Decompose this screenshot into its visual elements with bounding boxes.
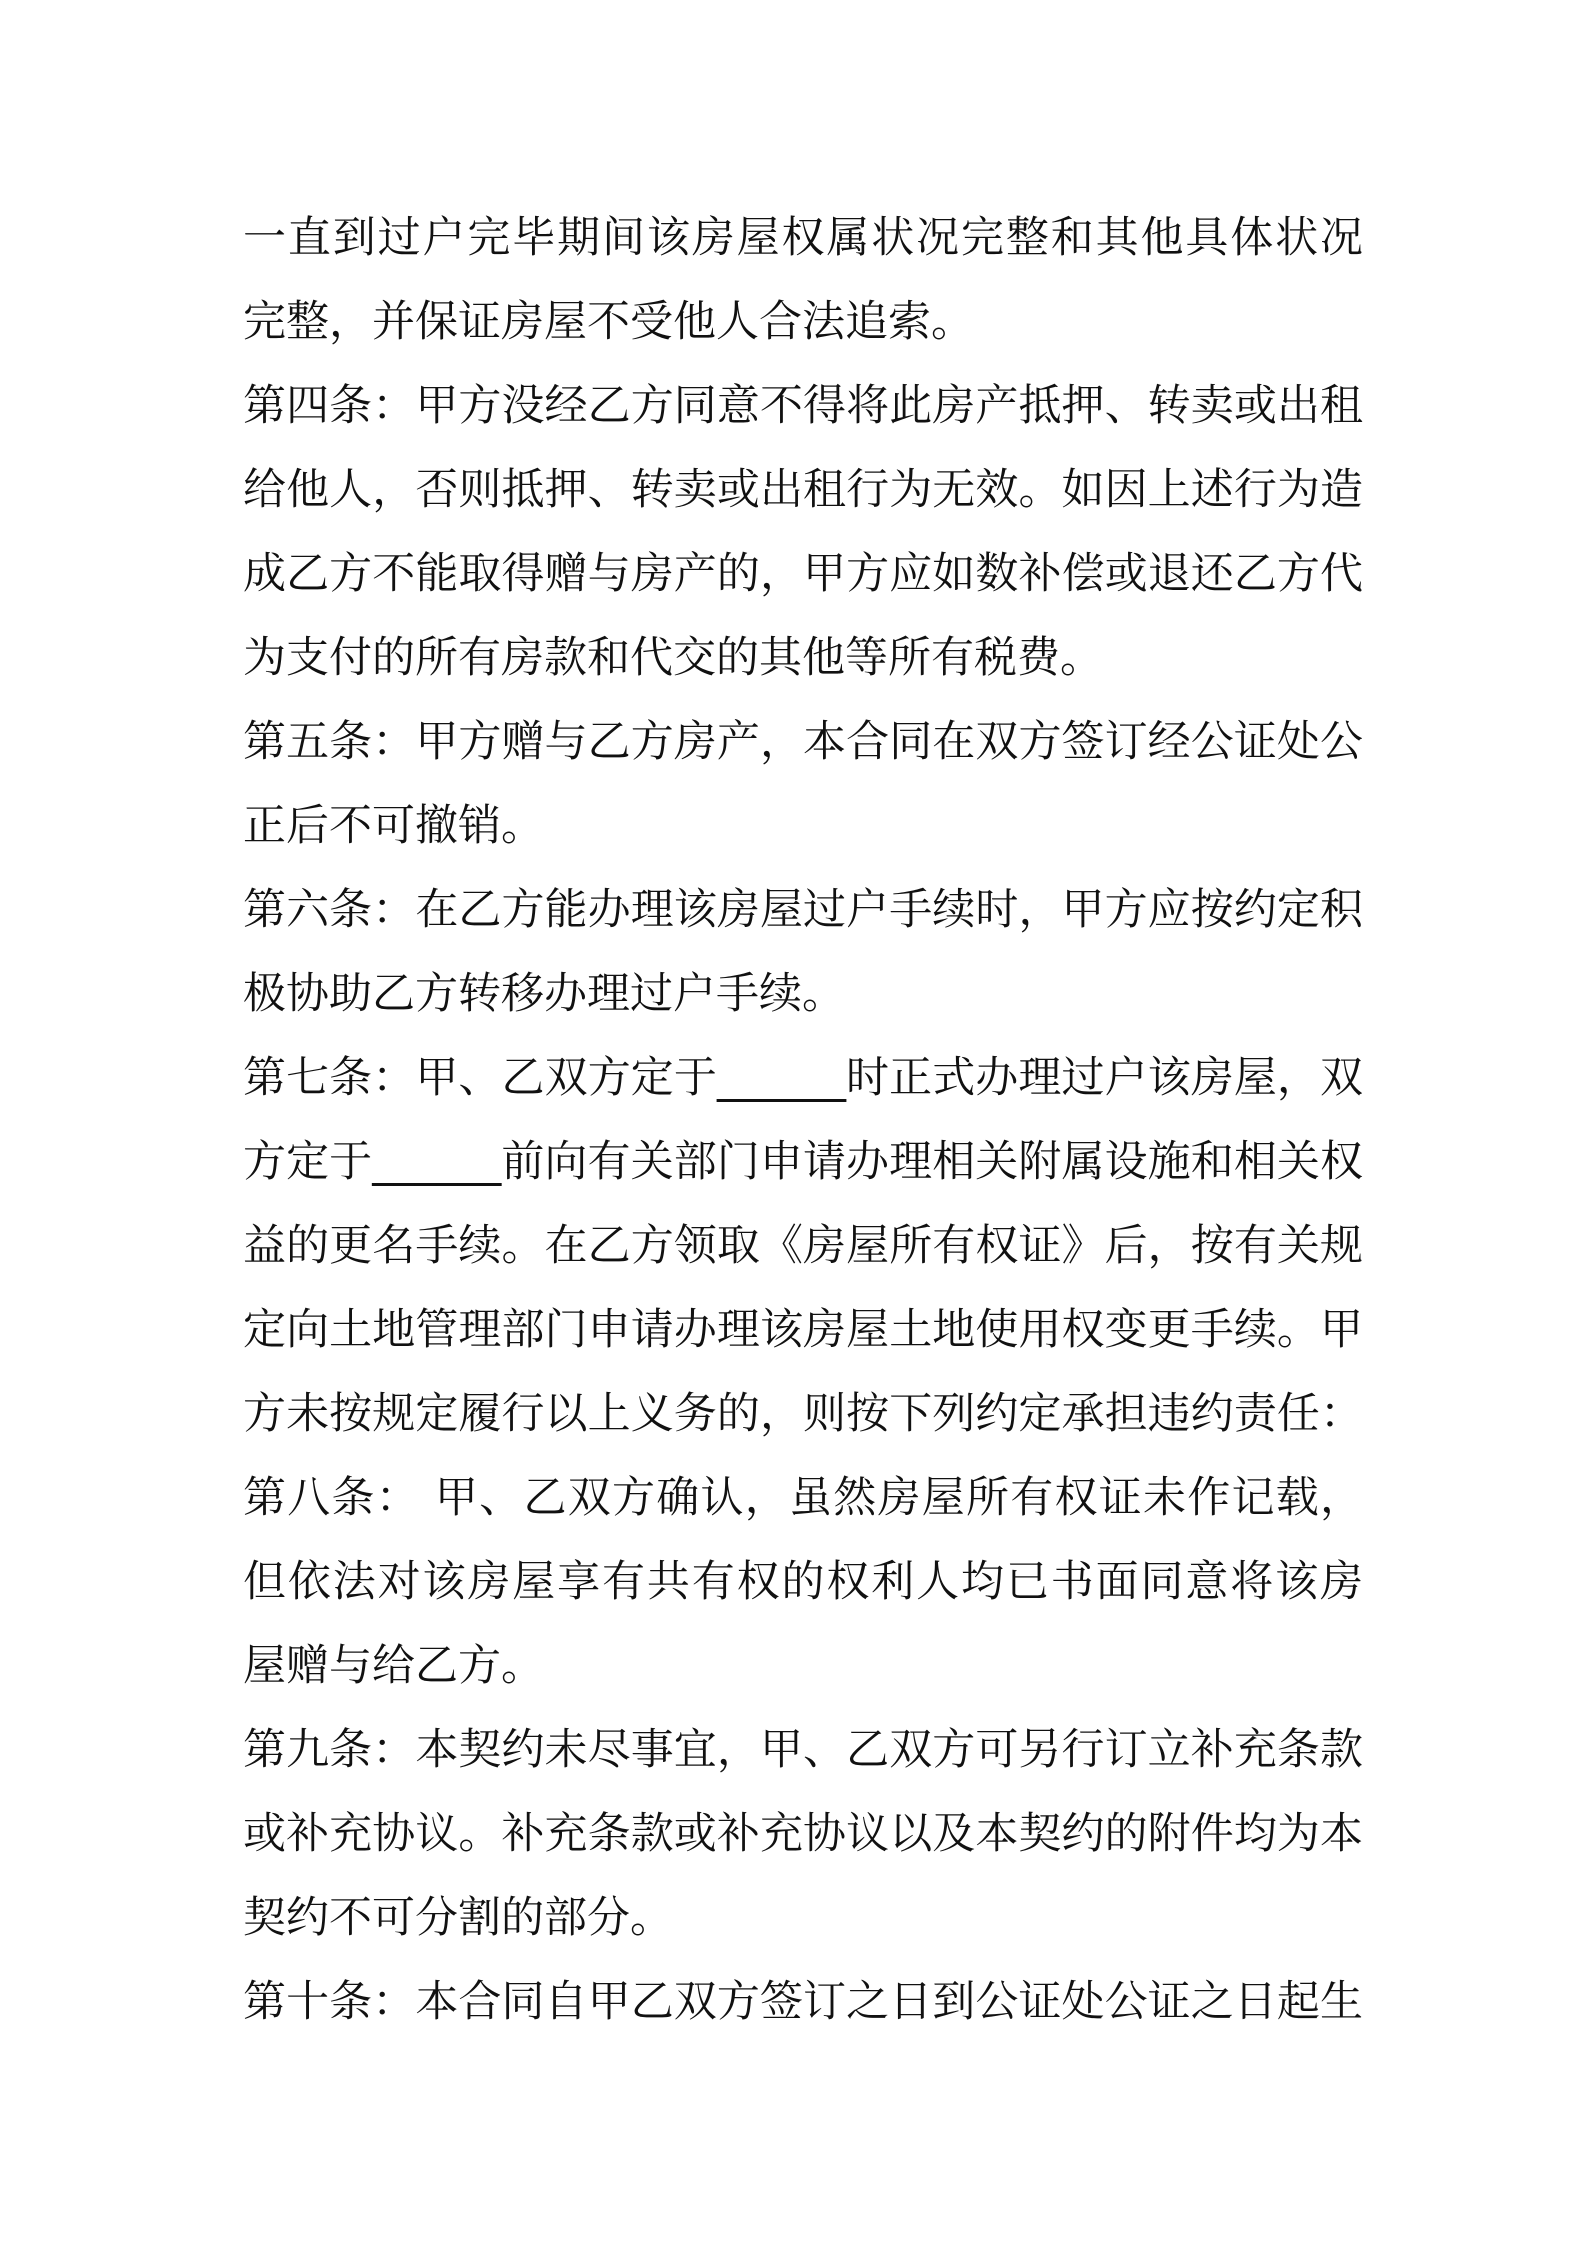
text-line: 给他人，否则抵押、转卖或出租行为无效。如因上述行为造 [243,465,1363,515]
contract-text [243,196,1363,2044]
text-line: 契约不可分割的部分。 [243,1893,673,1943]
text-line: 益的更名手续。在乙方领取《房屋所有权证》后，按有关规 [243,1221,1363,1271]
text-line: 完整，并保证房屋不受他人合法追索。 [243,297,974,347]
text-line: 方定于______前向有关部门申请办理相关附属设施和相关权 [243,1137,1363,1187]
article-10-line: 第十条：本合同自甲乙双方签订之日到公证处公证之日起生 [243,1977,1363,2027]
text-line: 但依法对该房屋享有共有权的权利人均已书面同意将该房 [243,1557,1363,1607]
text-line: 极协助乙方转移办理过户手续。 [243,969,845,1019]
text-line: 为支付的所有房款和代交的其他等所有税费。 [243,633,1103,683]
text-line: 屋赠与给乙方。 [243,1641,544,1691]
article-6-line: 第六条：在乙方能办理该房屋过户手续时，甲方应按约定积 [243,885,1363,935]
text-line: 一直到过户完毕期间该房屋权属状况完整和其他具体状况 [243,213,1363,263]
article-4-line: 第四条：甲方没经乙方同意不得将此房产抵押、转卖或出租 [243,381,1363,431]
text-line: 定向土地管理部门申请办理该房屋土地使用权变更手续。甲 [243,1305,1363,1355]
article-7-line: 第七条：甲、乙双方定于______时正式办理过户该房屋，双 [243,1053,1363,1103]
text-line: 方未按规定履行以上义务的，则按下列约定承担违约责任： [243,1389,1363,1439]
article-5-line: 第五条：甲方赠与乙方房产，本合同在双方签订经公证处公 [243,717,1363,767]
text-line: 成乙方不能取得赠与房产的，甲方应如数补偿或退还乙方代 [243,549,1363,599]
article-9-line: 第九条：本契约未尽事宜，甲、乙双方可另行订立补充条款 [243,1725,1363,1775]
text-line: 正后不可撤销。 [243,801,544,851]
text-line: 或补充协议。补充条款或补充协议以及本契约的附件均为本 [243,1809,1363,1859]
article-8-line: 第八条： 甲、乙双方确认，虽然房屋所有权证未作记载， [243,1473,1363,1523]
